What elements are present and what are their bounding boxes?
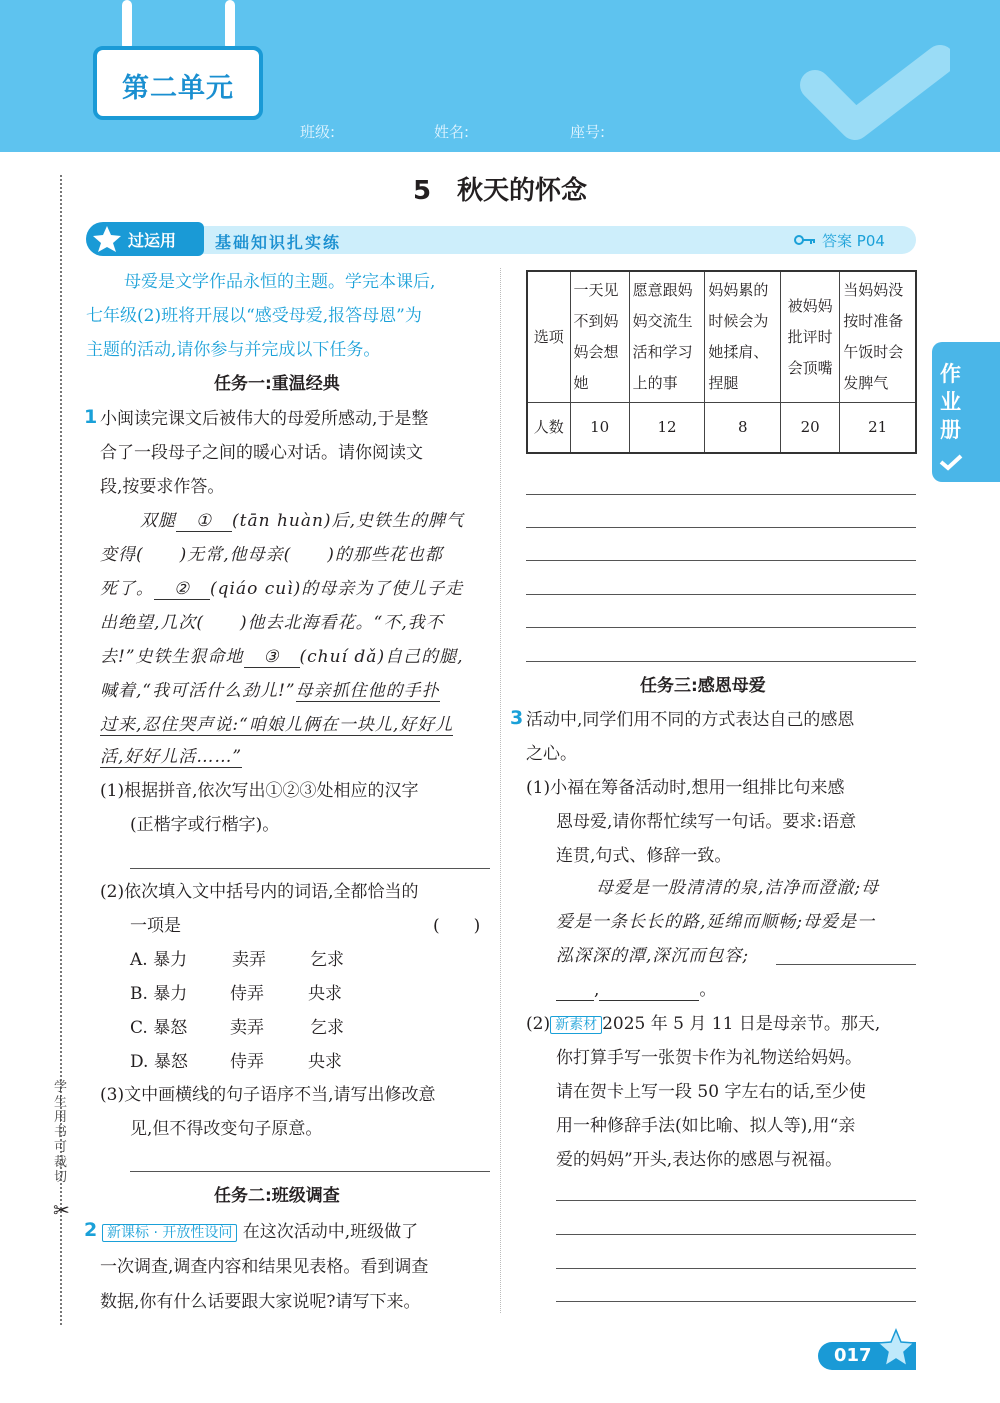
- table-cell: 10: [570, 403, 629, 453]
- cut-note: 学生用书可裁切: [54, 1080, 68, 1185]
- blank-3[interactable]: ③: [244, 647, 300, 668]
- table-header: 选项: [527, 271, 570, 403]
- answer-line[interactable]: [556, 1234, 916, 1235]
- q3-text: 之心。: [526, 744, 577, 764]
- new-material-tag: 新素材: [550, 1016, 602, 1034]
- question-number: 1: [84, 406, 98, 428]
- underlined-sentence: 母亲抓住他的手扑: [295, 681, 440, 701]
- answer-line[interactable]: [556, 1200, 916, 1201]
- sub-question: (1)根据拼音,依次写出①②③处相应的汉字: [100, 781, 419, 801]
- q2-line: 新课标 · 开放性设问 在这次活动中,班级做了: [102, 1222, 418, 1243]
- table-header: 人数: [527, 403, 570, 453]
- sub-question: 恩母爱,请你帮忙续写一句话。要求:语意: [556, 812, 857, 832]
- table-cell: 当妈妈没 按时准备 午饭时会 发脾气: [840, 271, 916, 403]
- section-badge-label: 过运用: [128, 231, 177, 250]
- passage-line: 双腿 ① (tān huàn)后,史铁生的脾气: [140, 511, 464, 531]
- unit-card: [93, 46, 263, 120]
- answer-bracket[interactable]: ( ): [433, 916, 481, 936]
- sub-question: 请在贺卡上写一段 50 字左右的话,至少使: [556, 1082, 866, 1102]
- table-cell: 20: [781, 403, 840, 453]
- blank-2[interactable]: ②: [154, 579, 210, 600]
- passage-line: 变得( )无常,他母亲( )的那些花也都: [100, 545, 443, 565]
- task2-title: 任务二:班级调查: [214, 1186, 340, 1206]
- answer-line[interactable]: [526, 594, 916, 595]
- underlined-sentence: 过来,忍住哭声说:“咱娘儿俩在一块儿,好好儿: [100, 715, 454, 735]
- q3-text: 活动中,同学们用不同的方式表达自己的感恩: [526, 710, 855, 730]
- sub-question: (1)小福在筹备活动时,想用一组排比句来感: [526, 778, 845, 798]
- page-number-badge: [818, 1342, 916, 1370]
- class-field: 班级:: [300, 123, 336, 141]
- q1-text: 段,按要求作答。: [100, 477, 225, 497]
- table-cell: 妈妈累的 时候会为 她揉肩、 捏腿: [705, 271, 781, 403]
- passage-line: 去!”史铁生狠命地 ③ (chuí dǎ)自己的腿,: [100, 647, 464, 667]
- question-number: 2: [84, 1219, 98, 1241]
- answer-line[interactable]: [526, 527, 916, 528]
- table-cell: 8: [705, 403, 781, 453]
- option-c[interactable]: C. 暴怒 卖弄 乞求: [130, 1018, 344, 1038]
- task3-title: 任务三:感恩母爱: [640, 676, 766, 696]
- q1-text: 合了一段母子之间的暖心对话。请你阅读文: [100, 443, 423, 463]
- section-bar: [86, 226, 916, 254]
- task1-title: 任务一:重温经典: [214, 374, 340, 394]
- answer-line[interactable]: [130, 868, 490, 869]
- passage-line: 出绝望,几次( )他去北海看花。“不,我不: [100, 613, 444, 633]
- binder-ring: [225, 0, 235, 50]
- check-icon: [938, 452, 964, 472]
- seat-field: 座号:: [570, 123, 606, 141]
- side-tab-label: 作业册: [940, 362, 961, 442]
- poem-line: 母爱是一股清清的泉,洁净而澄澈;母: [596, 878, 880, 898]
- passage-line: [100, 715, 453, 736]
- name-field: 姓名:: [434, 123, 470, 141]
- unit-label: 第二单元: [122, 73, 234, 104]
- q1-text: 小闽读完课文后被伟大的母爱所感动,于是整: [100, 409, 429, 429]
- answer-line[interactable]: [556, 1301, 916, 1302]
- checkmark-icon: [800, 40, 950, 150]
- q2-text: 一次调查,调查内容和结果见表格。看到调查: [100, 1257, 429, 1277]
- scissors-icon: ✂: [53, 1198, 70, 1222]
- answer-line[interactable]: [526, 661, 916, 662]
- section-subtitle: 基础知识扎实练: [215, 233, 342, 252]
- page-number: 017: [834, 1345, 872, 1366]
- poem-fill-line[interactable]: , 。: [556, 980, 716, 1001]
- intro-line: 主题的活动,请你参与并完成以下任务。: [86, 340, 381, 360]
- binder-ring: [122, 0, 132, 50]
- sub-question: (2)依次填入文中括号内的词语,全都恰当的: [100, 882, 419, 902]
- star-mascot-icon: [92, 225, 122, 253]
- column-divider: [500, 268, 501, 1313]
- sub-question: (2) 新素材 2025 年 5 月 11 日是母亲节。那天,: [526, 1014, 881, 1034]
- sub-question: 一项是: [130, 916, 181, 936]
- key-icon: [794, 234, 816, 246]
- passage-line: [100, 747, 242, 768]
- sub-question: 你打算手写一张贺卡作为礼物送给妈妈。: [556, 1048, 862, 1068]
- underlined-sentence: 活,好好儿活……”: [100, 747, 243, 767]
- passage-line: 死了。 ② (qiáo cuì)的母亲为了使儿子走: [100, 579, 464, 599]
- option-a[interactable]: A. 暴力 卖弄 乞求: [130, 950, 344, 970]
- answer-line[interactable]: [130, 1171, 490, 1172]
- passage-line: 喊着,“我可活什么劲儿!”母亲抓住他的手扑: [100, 681, 440, 701]
- answer-line[interactable]: [526, 560, 916, 561]
- sub-question: (正楷字或行楷字)。: [130, 815, 280, 835]
- answer-line[interactable]: [526, 627, 916, 628]
- star-mascot-icon: [876, 1328, 916, 1370]
- answer-line[interactable]: [556, 1268, 916, 1269]
- sub-question: 爱的妈妈”开头,表达你的感恩与祝福。: [556, 1150, 843, 1170]
- q2-text: 数据,你有什么话要跟大家说呢?请写下来。: [100, 1292, 421, 1312]
- sub-question: 见,但不得改变句子原意。: [130, 1119, 323, 1139]
- blank-1[interactable]: ①: [176, 511, 232, 532]
- poem-line: 泓深深的潭,深沉而包容;: [556, 946, 750, 966]
- table-cell: 一天见 不到妈 妈会想 她: [570, 271, 629, 403]
- option-b[interactable]: B. 暴力 侍弄 央求: [130, 984, 342, 1004]
- table-cell: 21: [840, 403, 916, 453]
- intro-line: 七年级(2)班将开展以“感受母爱,报答母恩”为: [86, 306, 422, 326]
- table-cell: 愿意跟妈 妈交流生 活和学习 上的事: [629, 271, 705, 403]
- survey-table: [526, 270, 917, 454]
- intro-line: 母爱是文学作品永恒的主题。学完本课后,: [124, 272, 436, 292]
- page-title: 5 秋天的怀念: [412, 176, 588, 206]
- option-d[interactable]: D. 暴怒 侍弄 央求: [130, 1052, 342, 1072]
- answer-line[interactable]: [526, 494, 916, 495]
- sub-question: 用一种修辞手法(如比喻、拟人等),用“亲: [556, 1116, 856, 1136]
- new-standard-tag: 新课标 · 开放性设问: [102, 1224, 237, 1242]
- poem-line: 爱是一条长长的路,延绵而顺畅;母爱是一: [556, 912, 876, 932]
- table-cell: 被妈妈 批评时 会顶嘴: [781, 271, 840, 403]
- side-tab: [932, 342, 1000, 482]
- question-number: 3: [510, 707, 524, 729]
- table-cell: 12: [629, 403, 705, 453]
- answer-reference: 答案 P04: [822, 232, 885, 250]
- section-badge: [86, 222, 204, 256]
- answer-line[interactable]: [776, 964, 916, 965]
- sub-question: 连贯,句式、修辞一致。: [556, 846, 732, 866]
- sub-question: (3)文中画横线的句子语序不当,请写出修改意: [100, 1085, 436, 1105]
